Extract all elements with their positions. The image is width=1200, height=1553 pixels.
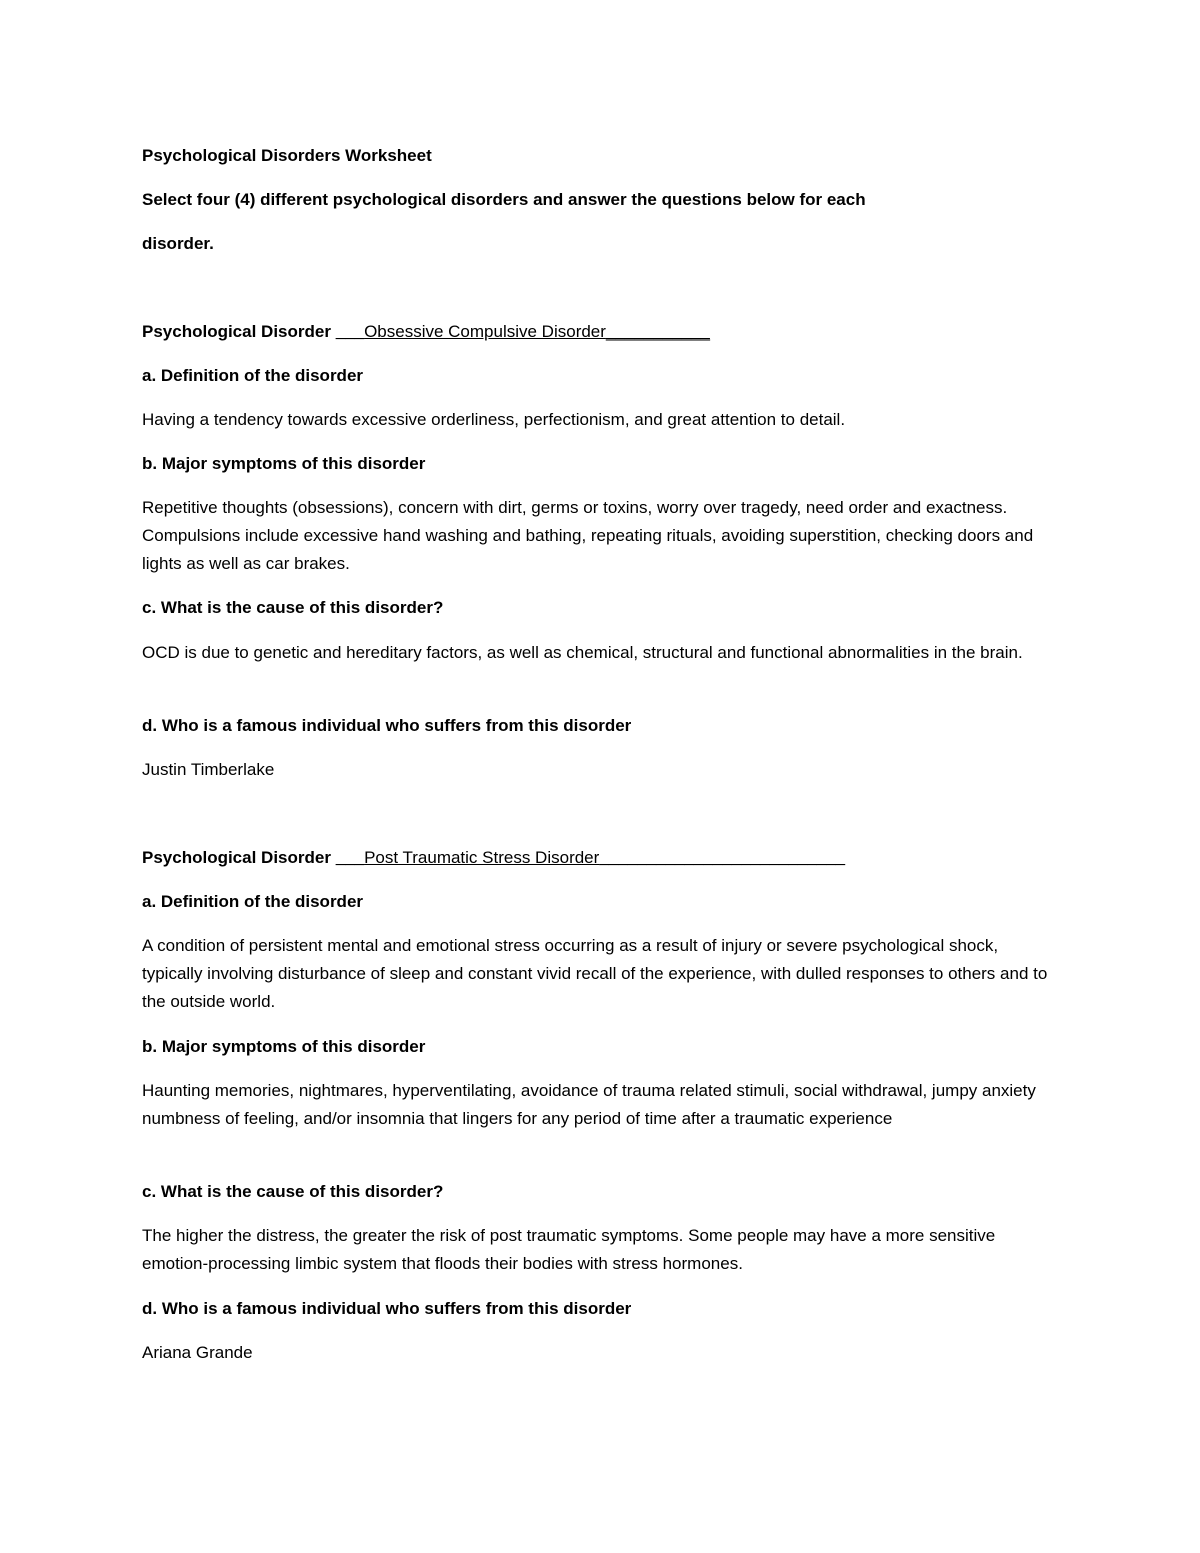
answer-cause: The higher the distress, the greater the risk of post traumatic symptoms. Some people may have a more sensitive emotion-processing limbic system that floods their bodies with stress hormones. [142, 1226, 996, 1273]
disorder-blank-suffix: ___________ [605, 322, 710, 341]
question-definition: a. Definition of the disorder [142, 892, 364, 911]
answer-cause: OCD is due to genetic and hereditary factors, as well as chemical, structural and functional abnormalities in the brain. [142, 643, 1023, 662]
question-symptoms: b. Major symptoms of this disorder [142, 1037, 426, 1056]
disorder-heading [142, 844, 845, 872]
question-famous-individual: d. Who is a famous individual who suffers from this disorder [142, 1299, 632, 1318]
question-definition: a. Definition of the disorder [142, 366, 364, 385]
question-famous-individual: d. Who is a famous individual who suffers from this disorder [142, 716, 632, 735]
disorder-name: Obsessive Compulsive Disorder [364, 322, 606, 341]
worksheet-title: Psychological Disorders Worksheet [142, 146, 432, 165]
disorder-label: Psychological Disorder [142, 848, 336, 867]
disorder-name: Post Traumatic Stress Disorder [364, 848, 600, 867]
answer-famous-individual: Ariana Grande [142, 1343, 253, 1362]
disorder-blank-suffix: __________________________ [599, 848, 846, 867]
answer-definition: Having a tendency towards excessive orderliness, perfectionism, and great attention to detail. [142, 410, 846, 429]
question-symptoms: b. Major symptoms of this disorder [142, 454, 426, 473]
answer-symptoms: Repetitive thoughts (obsessions), concern with dirt, germs or toxins, worry over tragedy, need order and exactness. Compulsions include excessive hand washing and bathing, repeating rituals, avoiding superstition, checking doors and lights as well as car brakes. [142, 498, 1034, 573]
disorder-label: Psychological Disorder [142, 322, 336, 341]
answer-famous-individual: Justin Timberlake [142, 760, 275, 779]
disorder-blank-prefix: ___ [335, 848, 365, 867]
question-cause: c. What is the cause of this disorder? [142, 598, 444, 617]
disorder-heading [142, 318, 710, 346]
disorder-blank-prefix: ___ [335, 322, 365, 341]
worksheet-instruction-line2: disorder. [142, 234, 214, 253]
answer-symptoms: Haunting memories, nightmares, hyperventilating, avoidance of trauma related stimuli, social withdrawal, jumpy anxiety numbness of feeling, and/or insomnia that lingers for any period of time after a traumatic experience [142, 1081, 1036, 1128]
worksheet-instruction-line1: Select four (4) different psychological disorders and answer the questions below for each [142, 190, 866, 209]
question-cause: c. What is the cause of this disorder? [142, 1182, 444, 1201]
answer-definition: A condition of persistent mental and emotional stress occurring as a result of injury or severe psychological shock, typically involving disturbance of sleep and constant vivid recall of the experience, with dulled responses to others and to the outside world. [142, 936, 1048, 1011]
